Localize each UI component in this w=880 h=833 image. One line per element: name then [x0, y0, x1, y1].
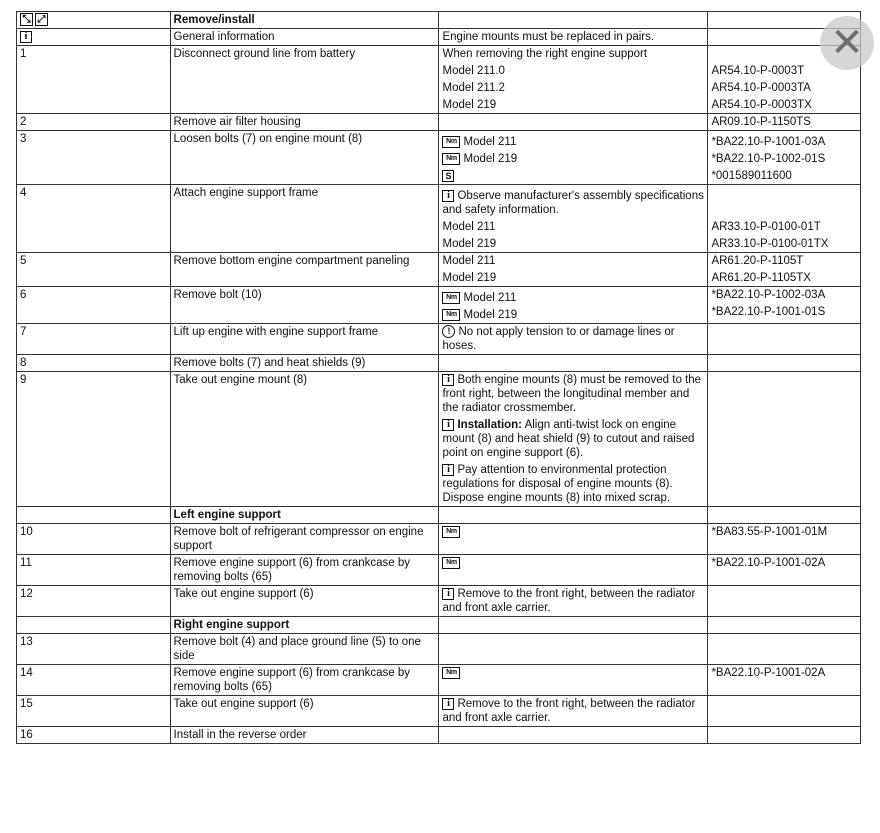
- info-icon: i: [20, 31, 32, 43]
- table-row: 11 Remove engine support (6) from crankcase by removing bolts (65) Nm *BA22.10-P-1001-02A: [17, 555, 861, 586]
- doc-link[interactable]: AR33.10-P-0100-01TX: [711, 238, 829, 250]
- doc-link[interactable]: *BA22.10-P-1001-02A: [708, 555, 861, 586]
- info-icon: i: [442, 374, 454, 386]
- procedure-table: [16, 11, 861, 744]
- section-row: [17, 617, 861, 634]
- table-title: Remove/install: [170, 12, 439, 29]
- info-icon: i: [442, 190, 454, 202]
- doc-link[interactable]: *001589011600: [711, 170, 792, 182]
- doc-link[interactable]: AR54.10-P-0003T: [711, 65, 805, 77]
- torque-icon: Nm: [442, 557, 460, 569]
- table-row: 10 Remove bolt of refrigerant compressor on engine support Nm *BA83.55-P-1001-01M: [17, 524, 861, 555]
- table-row: 15 Take out engine support (6) i Remove to the front right, between the radiator and front axle carrier.: [17, 696, 861, 727]
- torque-icon: Nm: [442, 526, 460, 538]
- doc-link[interactable]: *BA22.10-P-1002-01S: [711, 153, 826, 165]
- table-header-row: [17, 12, 861, 29]
- expand-icons-cell: [17, 12, 171, 29]
- table-row: 7 Lift up engine with engine support frame ! No not apply tension to or damage lines or hoses.: [17, 324, 861, 355]
- doc-link[interactable]: *BA22.10-P-1001-01S: [711, 306, 826, 318]
- info-icon: i: [442, 588, 454, 600]
- table-row: 2 Remove air filter housing AR09.10-P-1150TS: [17, 114, 861, 131]
- info-icon: i: [442, 464, 454, 476]
- table-row: 16 Install in the reverse order: [17, 727, 861, 744]
- section-title: Right engine support: [170, 617, 439, 634]
- table-row: 3 Loosen bolts (7) on engine mount (8) Nm Model 211 Nm Model 219 S *BA22.10-P-1001-03A *BA22.10-P-1002-01S *001589011600: [17, 131, 861, 185]
- info-icon: i: [442, 419, 454, 431]
- doc-link[interactable]: AR54.10-P-0003TA: [711, 82, 811, 94]
- table-row: 5 Remove bottom engine compartment paneling Model 211 Model 219 AR61.20-P-1105T AR61.20-P-1105TX: [17, 253, 861, 287]
- collapse-icon[interactable]: ⤢: [35, 13, 48, 26]
- torque-icon: Nm: [442, 667, 460, 679]
- doc-link[interactable]: AR33.10-P-0100-01T: [711, 221, 821, 233]
- torque-icon: Nm: [442, 292, 460, 304]
- expand-icon[interactable]: ⤡: [20, 13, 33, 26]
- doc-link[interactable]: *BA22.10-P-1001-02A: [708, 665, 861, 696]
- info-icon: i: [442, 698, 454, 710]
- torque-icon: Nm: [442, 153, 460, 165]
- warning-icon: !: [442, 325, 455, 338]
- table-row: 4 Attach engine support frame i Observe manufacturer's assembly specifications and safety information. Model 211 Model 219 AR33.10-P-0100-01T AR33.10-P-0100-01TX: [17, 185, 861, 253]
- torque-icon: Nm: [442, 136, 460, 148]
- table-row: 6 Remove bolt (10) Nm Model 211 Nm Model 219 *BA22.10-P-1002-03A *BA22.10-P-1001-01S: [17, 287, 861, 324]
- table-row: 1 Disconnect ground line from battery When removing the right engine support Model 211.0 Model 211.2 Model 219 AR54.10-P-0003T AR54.10-P-0003TA AR54.10-P-0003TX: [17, 46, 861, 114]
- table-row: 8 Remove bolts (7) and heat shields (9): [17, 355, 861, 372]
- close-button[interactable]: ✕: [820, 16, 874, 70]
- doc-link[interactable]: AR54.10-P-0003TX: [711, 99, 812, 111]
- doc-link[interactable]: AR61.20-P-1105T: [711, 255, 804, 267]
- doc-link[interactable]: AR09.10-P-1150TS: [708, 114, 861, 131]
- table-row: 12 Take out engine support (6) i Remove to the front right, between the radiator and front axle carrier.: [17, 586, 861, 617]
- special-tool-icon: S: [442, 170, 454, 182]
- section-row: [17, 507, 861, 524]
- doc-link[interactable]: *BA22.10-P-1001-03A: [711, 136, 826, 148]
- table-row: 13 Remove bolt (4) and place ground line (5) to one side: [17, 634, 861, 665]
- doc-link[interactable]: AR61.20-P-1105TX: [711, 272, 811, 284]
- doc-link[interactable]: *BA83.55-P-1001-01M: [708, 524, 861, 555]
- table-row: 9 Take out engine mount (8) i Both engine mounts (8) must be removed to the front right, between the longitudinal member and the radiator crossmember. i Installation: Align anti-twist lock on engine mount (8) and heat shield (9) to cutout and raised point on engine support (6). i Pay attention to environmental protection regulations for disposal of engine mounts (8). Dispose engine mounts (8) into mixed scrap.: [17, 372, 861, 507]
- torque-icon: Nm: [442, 309, 460, 321]
- doc-link[interactable]: *BA22.10-P-1002-03A: [711, 289, 826, 301]
- table-row: 14 Remove engine support (6) from crankcase by removing bolts (65) Nm *BA22.10-P-1001-02A: [17, 665, 861, 696]
- table-row: i General information Engine mounts must be replaced in pairs.: [17, 29, 861, 46]
- section-title: Left engine support: [170, 507, 439, 524]
